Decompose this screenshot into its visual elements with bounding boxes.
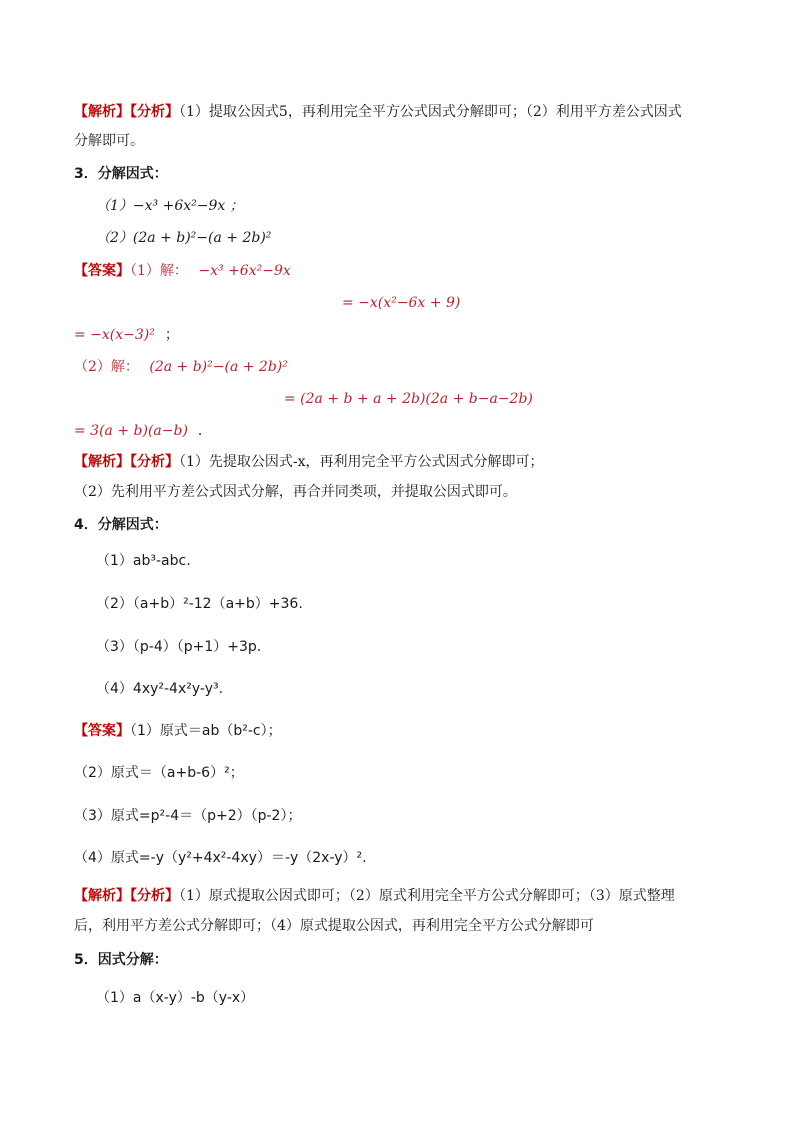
question-4-item-1: （1）ab³-abc. — [96, 553, 191, 569]
analysis-4-line-1 — [74, 886, 675, 906]
question-4-title: 4．分解因式： — [74, 517, 168, 533]
answer-3-line-1 — [74, 261, 291, 281]
fenxi-tag: 【分析】 — [130, 888, 179, 904]
analysis-line-cont: 分解即可。 — [74, 133, 144, 149]
answer-3-1-result: = −x(x−3)² — [74, 327, 155, 343]
fenxi-tag: 【分析】 — [130, 104, 179, 120]
answer-4-line-4 — [74, 848, 367, 868]
answer-tag: 【答案】 — [74, 723, 130, 739]
fenxi-tag: 【分析】 — [130, 454, 179, 470]
answer-3-2-prefix: （2）解： — [74, 359, 139, 375]
jiexi-tag: 【解析】 — [74, 454, 130, 470]
analysis-3-line-1 — [74, 452, 544, 472]
answer-3-2-step: = (2a + b + a + 2b)(2a + b−a−2b) — [284, 391, 533, 407]
answer-tag: 【答案】 — [74, 263, 130, 279]
question-5-item-1: （1）a（x-y）-b（y-x） — [96, 990, 255, 1006]
answer-3-2-result-line — [74, 421, 212, 441]
answer-4-3-label: （3）原式= — [74, 808, 151, 824]
question-4-item-4: （4）4xy²-4x²y-y³. — [96, 681, 224, 697]
answer-3-1-end: ； — [164, 327, 179, 343]
jiexi-tag: 【解析】 — [74, 888, 130, 904]
question-3-title: 3．分解因式： — [74, 166, 168, 182]
answer-3-1-step: = −x(x²−6x + 9) — [342, 295, 461, 311]
answer-3-2-end: ． — [197, 423, 212, 439]
analysis-4-line-2: 后，利用平方差公式分解即可；（4）原式提取公因式，再利用完全平方公式分解即可 — [74, 918, 594, 934]
question-4-item-3: （3）（p-4）（p+1）+3p. — [96, 639, 262, 655]
question-3-item-2: （2）(2a + b)²−(a + 2b)² — [96, 230, 272, 246]
answer-3-2-result: = 3(a + b)(a−b) — [74, 423, 188, 439]
question-5-title: 5．因式分解： — [74, 952, 168, 968]
answer-4-4-value: -y（y²+4x²-4xy）＝-y（2x-y）². — [150, 850, 367, 866]
analysis-4-text-1: （1）原式提取公因式即可；（2）原式利用完全平方公式分解即可；（3）原式整理 — [179, 888, 675, 904]
answer-3-1-result-line — [74, 325, 179, 345]
jiexi-tag: 【解析】 — [74, 104, 130, 120]
question-3-item-1: （1）−x³ +6x²−9x ； — [96, 198, 244, 214]
answer-4-line-3 — [74, 806, 301, 826]
answer-3-2-expr: (2a + b)²−(a + 2b)² — [149, 359, 288, 375]
answer-3-line-2 — [74, 357, 288, 377]
answer-4-1: （1）原式＝ab（b²-c）； — [130, 723, 282, 739]
analysis-text: （1）提取公因式5，再利用完全平方公式因式分解即可；（2）利用平方差公式因式 — [179, 104, 682, 120]
answer-4-line-1 — [74, 721, 282, 741]
answer-4-line-2 — [74, 763, 244, 783]
answer-3-1-prefix: （1）解： — [130, 263, 188, 279]
answer-4-3-value: p²-4＝（p+2）（p-2）； — [150, 808, 302, 824]
answer-3-1-expr: −x³ +6x²−9x — [198, 263, 291, 279]
answer-4-2-value: （a+b-6）²； — [152, 765, 244, 781]
analysis-3-line-2: （2）先利用平方差公式因式分解，再合并同类项，并提取公因式即可。 — [74, 484, 517, 500]
answer-4-4-label: （4）原式= — [74, 850, 151, 866]
analysis-line — [74, 102, 682, 122]
analysis-3-text-1: （1）先提取公因式-x，再利用完全平方公式因式分解即可； — [179, 454, 544, 470]
question-4-item-2: （2）（a+b）²-12（a+b）+36. — [96, 596, 303, 612]
answer-4-2-label: （2）原式＝ — [74, 765, 153, 781]
